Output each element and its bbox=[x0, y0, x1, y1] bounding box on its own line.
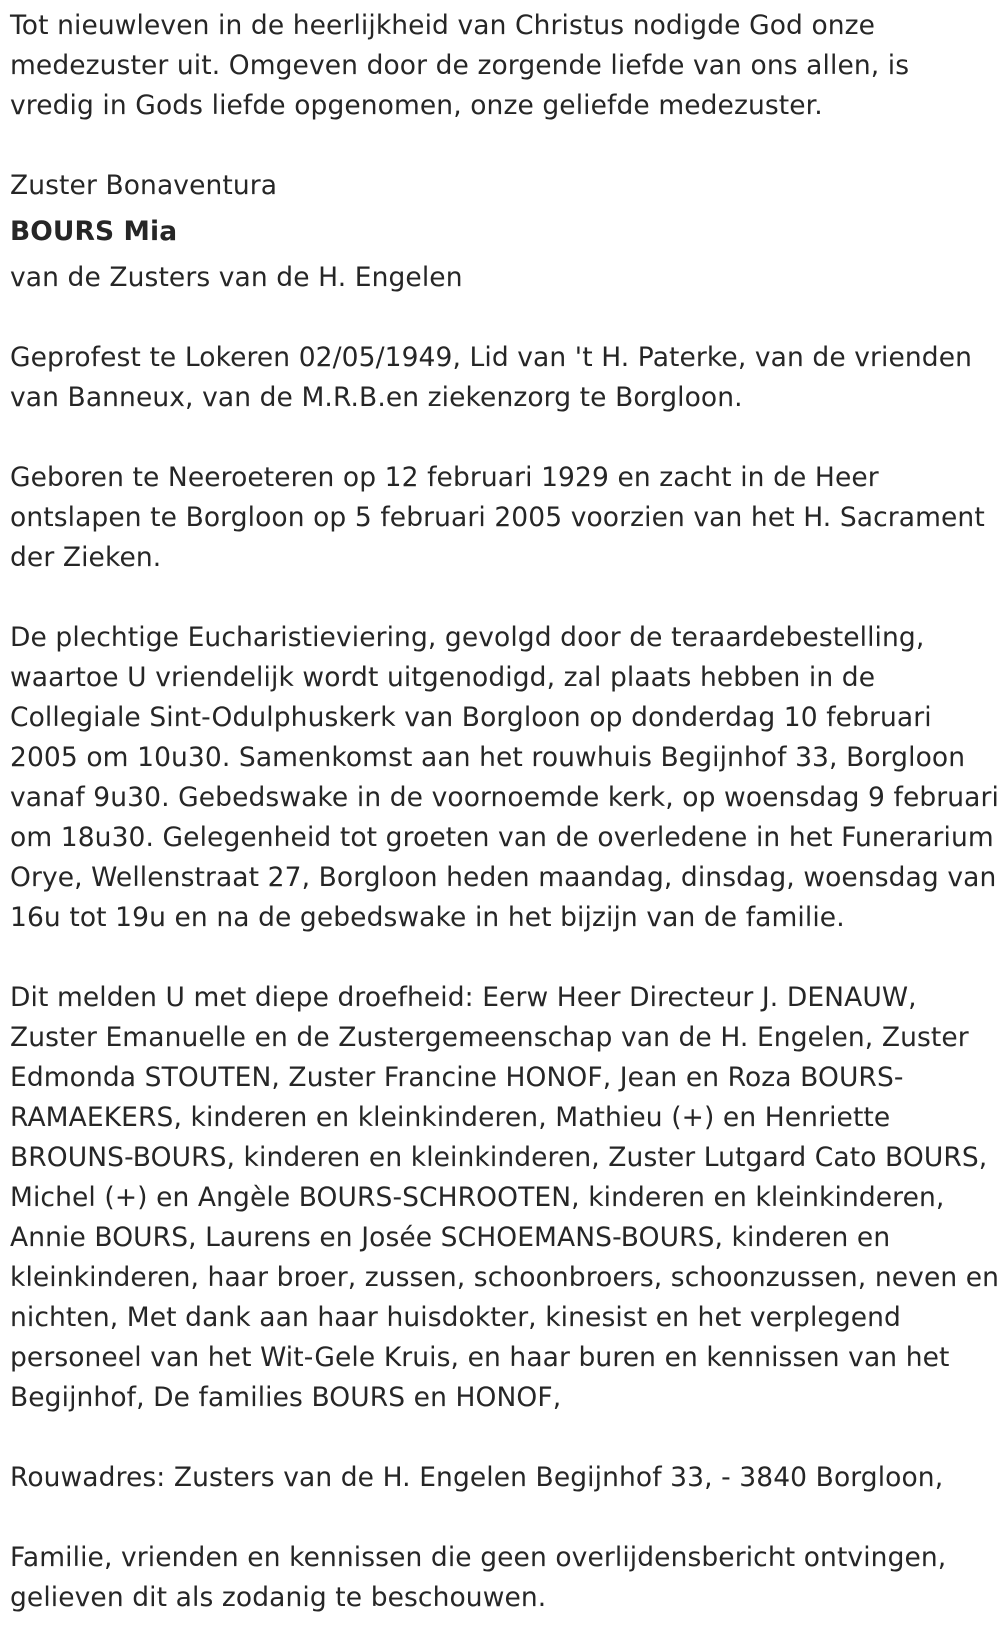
announcers-line: BROUNS-BOURS, kinderen en kleinkinderen, Zuster Lutgard Cato BOURS, bbox=[10, 1142, 988, 1173]
ceremony-line: 16u tot 19u en na de gebedswake in het bijzijn van de familie. bbox=[10, 902, 845, 933]
birth-death-line: Geboren te Neeroeteren op 12 februari 1929 en zacht in de Heer bbox=[10, 462, 879, 493]
congregation: van de Zusters van de H. Engelen bbox=[10, 262, 463, 293]
address-line: Rouwadres: Zusters van de H. Engelen Begijnhof 33, - 3840 Borgloon, bbox=[10, 1462, 944, 1493]
birth-death-paragraph bbox=[10, 458, 990, 578]
profession-paragraph bbox=[10, 338, 990, 418]
address-paragraph bbox=[10, 1458, 990, 1498]
ceremony-line: Collegiale Sint-Odulphuskerk van Borgloon op donderdag 10 februari bbox=[10, 702, 932, 733]
profession-line: Geprofest te Lokeren 02/05/1949, Lid van 't H. Paterke, van de vrienden bbox=[10, 342, 973, 373]
announcers-line: Dit melden U met diepe droefheid: Eerw Heer Directeur J. DENAUW, bbox=[10, 982, 917, 1013]
ceremony-paragraph bbox=[10, 618, 999, 938]
announcers-line: nichten, Met dank aan haar huisdokter, kinesist en het verplegend bbox=[10, 1302, 901, 1333]
announcers-line: personeel van het Wit-Gele Kruis, en haar buren en kennissen van het bbox=[10, 1342, 950, 1373]
announcers-paragraph bbox=[10, 978, 1000, 1418]
announcers-line: Begijnhof, De families BOURS en HONOF, bbox=[10, 1382, 562, 1413]
intro-line: Tot nieuwleven in de heerlijkheid van Christus nodigde God onze bbox=[10, 10, 876, 41]
deceased-name: BOURS Mia bbox=[10, 216, 178, 247]
intro-line: vredig in Gods liefde opgenomen, onze geliefde medezuster. bbox=[10, 90, 823, 121]
intro-paragraph bbox=[10, 6, 990, 126]
closing-line: Familie, vrienden en kennissen die geen overlijdensbericht ontvingen, bbox=[10, 1542, 947, 1573]
birth-death-line: ontslapen te Borgloon op 5 februari 2005 voorzien van het H. Sacrament bbox=[10, 502, 985, 533]
birth-death-line: der Zieken. bbox=[10, 542, 162, 573]
deceased-block bbox=[10, 166, 990, 298]
ceremony-line: om 18u30. Gelegenheid tot groeten van de overledene in het Funerarium bbox=[10, 822, 994, 853]
intro-line: medezuster uit. Omgeven door de zorgende liefde van ons allen, is bbox=[10, 50, 910, 81]
ceremony-line: Orye, Wellenstraat 27, Borgloon heden maandag, dinsdag, woensdag van bbox=[10, 862, 997, 893]
ceremony-line: waartoe U vriendelijk wordt uitgenodigd, zal plaats hebben in de bbox=[10, 662, 876, 693]
announcers-line: Annie BOURS, Laurens en Josée SCHOEMANS-BOURS, kinderen en bbox=[10, 1222, 891, 1253]
ceremony-line: vanaf 9u30. Gebedswake in de voornoemde kerk, op woensdag 9 februari bbox=[10, 782, 999, 813]
announcers-line: RAMAEKERS, kinderen en kleinkinderen, Mathieu (+) en Henriette bbox=[10, 1102, 891, 1133]
ceremony-line: De plechtige Eucharistieviering, gevolgd door de teraardebestelling, bbox=[10, 622, 925, 653]
announcers-line: Michel (+) en Angèle BOURS-SCHROOTEN, kinderen en kleinkinderen, bbox=[10, 1182, 945, 1213]
closing-paragraph bbox=[10, 1538, 990, 1618]
announcers-line: Edmonda STOUTEN, Zuster Francine HONOF, Jean en Roza BOURS- bbox=[10, 1062, 904, 1093]
announcers-line: kleinkinderen, haar broer, zussen, schoonbroers, schoonzussen, neven en bbox=[10, 1262, 1000, 1293]
religious-name: Zuster Bonaventura bbox=[10, 170, 278, 201]
profession-line: van Banneux, van de M.R.B.en ziekenzorg te Borgloon. bbox=[10, 382, 743, 413]
ceremony-line: 2005 om 10u30. Samenkomst aan het rouwhuis Begijnhof 33, Borgloon bbox=[10, 742, 966, 773]
announcers-line: Zuster Emanuelle en de Zustergemeenschap van de H. Engelen, Zuster bbox=[10, 1022, 969, 1053]
closing-line: gelieven dit als zodanig te beschouwen. bbox=[10, 1582, 547, 1613]
